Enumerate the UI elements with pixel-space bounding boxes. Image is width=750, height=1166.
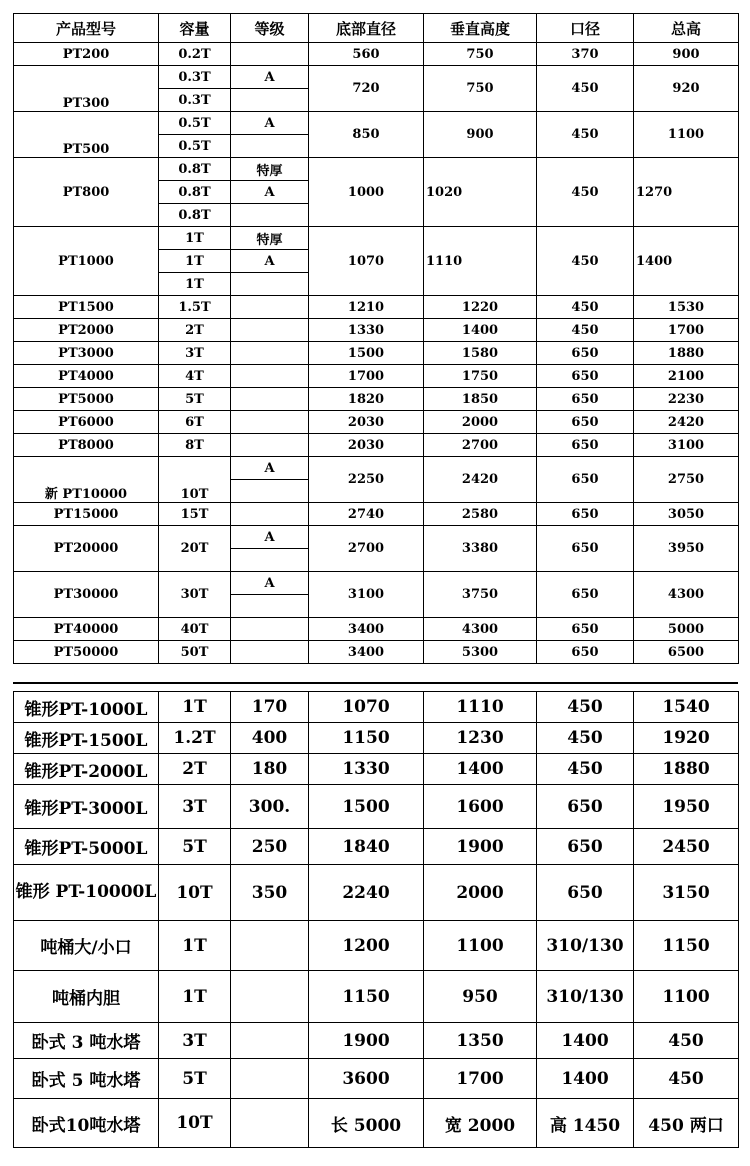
diameter-cell: 3600 [309, 1059, 424, 1099]
height-cell: 1750 [424, 365, 537, 388]
diameter-cell: 1500 [309, 785, 424, 829]
height-cell: 1350 [424, 1023, 537, 1059]
mouth-cell: 450 [537, 319, 634, 342]
capacity-cell: 2T [159, 754, 231, 785]
total-height-cell: 2750 [634, 457, 739, 503]
total-height-cell: 6500 [634, 641, 739, 664]
diameter-cell: 1150 [309, 971, 424, 1023]
height-cell: 1110 [424, 692, 537, 723]
height-cell: 1900 [424, 829, 537, 865]
header-cell: 底部直径 [309, 14, 424, 43]
total-height-cell: 2420 [634, 411, 739, 434]
capacity-cell: 40T [159, 618, 231, 641]
capacity-cell: 5T [159, 829, 231, 865]
diameter-cell: 2030 [309, 434, 424, 457]
total-height-cell: 2100 [634, 365, 739, 388]
table-header-row [14, 14, 739, 43]
grade-cell [231, 135, 309, 158]
height-cell: 1220 [424, 296, 537, 319]
total-height-cell: 450 两口 [634, 1099, 739, 1148]
height-cell: 1400 [424, 754, 537, 785]
capacity-cell: 3T [159, 785, 231, 829]
capacity-cell: 0.8T [159, 181, 231, 204]
height-cell: 2580 [424, 503, 537, 526]
mouth-cell: 650 [537, 411, 634, 434]
table-row [14, 572, 739, 595]
mouth-cell: 650 [537, 526, 634, 572]
grade-cell: A [231, 250, 309, 273]
height-cell: 2000 [424, 411, 537, 434]
capacity-cell: 1T [159, 971, 231, 1023]
diameter-cell: 1070 [309, 227, 424, 296]
mouth-cell: 450 [537, 112, 634, 158]
model-cell: 新 PT10000 [14, 457, 159, 503]
capacity-cell: 3T [159, 342, 231, 365]
model-cell: PT200 [14, 43, 159, 66]
model-cell: 卧式 3 吨水塔 [14, 1023, 159, 1059]
height-cell: 1020 [424, 158, 537, 227]
model-cell: 吨桶大/小口 [14, 921, 159, 971]
model-cell: PT1500 [14, 296, 159, 319]
model-cell: PT2000 [14, 319, 159, 342]
table-separator [13, 682, 738, 684]
table-row [14, 434, 739, 457]
diameter-cell: 长 5000 [309, 1099, 424, 1148]
model-cell: PT6000 [14, 411, 159, 434]
total-height-cell: 1950 [634, 785, 739, 829]
model-cell: PT30000 [14, 572, 159, 618]
model-cell: 锥形 PT-10000L [14, 865, 159, 921]
total-height-cell: 3050 [634, 503, 739, 526]
capacity-cell: 6T [159, 411, 231, 434]
diameter-cell: 2030 [309, 411, 424, 434]
height-cell: 1110 [424, 227, 537, 296]
diameter-cell: 3400 [309, 641, 424, 664]
model-cell: PT4000 [14, 365, 159, 388]
table-row [14, 1059, 739, 1099]
model-cell: 锥形PT-1500L [14, 723, 159, 754]
diameter-cell: 1150 [309, 723, 424, 754]
table-row [14, 66, 739, 89]
table-row [14, 319, 739, 342]
height-cell: 3380 [424, 526, 537, 572]
model-cell: PT1000 [14, 227, 159, 296]
table-row [14, 1099, 739, 1148]
height-cell: 2700 [424, 434, 537, 457]
diameter-cell: 560 [309, 43, 424, 66]
grade-cell: 300. [231, 785, 309, 829]
mouth-cell: 高 1450 [537, 1099, 634, 1148]
table-row [14, 785, 739, 829]
table-row [14, 158, 739, 181]
mouth-cell: 310/130 [537, 921, 634, 971]
grade-cell: 特厚 [231, 227, 309, 250]
total-height-cell: 450 [634, 1023, 739, 1059]
model-cell: 锥形PT-2000L [14, 754, 159, 785]
grade-cell [231, 319, 309, 342]
spec-table-special [13, 691, 739, 1148]
total-height-cell: 1150 [634, 921, 739, 971]
diameter-cell: 2700 [309, 526, 424, 572]
table-row [14, 411, 739, 434]
height-cell: 1230 [424, 723, 537, 754]
capacity-cell: 10T [159, 457, 231, 503]
grade-cell [231, 921, 309, 971]
mouth-cell: 650 [537, 365, 634, 388]
capacity-cell: 0.5T [159, 135, 231, 158]
height-cell: 1580 [424, 342, 537, 365]
diameter-cell: 3100 [309, 572, 424, 618]
capacity-cell: 1.5T [159, 296, 231, 319]
table-row [14, 641, 739, 664]
model-cell: PT8000 [14, 434, 159, 457]
capacity-cell: 1T [159, 227, 231, 250]
height-cell: 2420 [424, 457, 537, 503]
model-cell: 卧式 5 吨水塔 [14, 1059, 159, 1099]
diameter-cell: 2740 [309, 503, 424, 526]
grade-cell [231, 43, 309, 66]
diameter-cell: 2250 [309, 457, 424, 503]
grade-cell: 400 [231, 723, 309, 754]
table-row [14, 754, 739, 785]
grade-cell [231, 434, 309, 457]
total-height-cell: 3150 [634, 865, 739, 921]
mouth-cell: 650 [537, 503, 634, 526]
grade-cell [231, 1099, 309, 1148]
total-height-cell: 1270 [634, 158, 739, 227]
mouth-cell: 450 [537, 227, 634, 296]
table-row [14, 618, 739, 641]
grade-cell [231, 388, 309, 411]
total-height-cell: 1540 [634, 692, 739, 723]
total-height-cell: 900 [634, 43, 739, 66]
capacity-cell: 2T [159, 319, 231, 342]
model-cell: 锥形PT-1000L [14, 692, 159, 723]
capacity-cell: 0.3T [159, 66, 231, 89]
model-cell: PT800 [14, 158, 159, 227]
grade-cell [231, 273, 309, 296]
capacity-cell: 1T [159, 692, 231, 723]
capacity-cell: 3T [159, 1023, 231, 1059]
total-height-cell: 2230 [634, 388, 739, 411]
mouth-cell: 370 [537, 43, 634, 66]
grade-cell [231, 595, 309, 618]
height-cell: 1400 [424, 319, 537, 342]
capacity-cell: 1T [159, 250, 231, 273]
model-cell: PT15000 [14, 503, 159, 526]
mouth-cell: 650 [537, 829, 634, 865]
model-cell: PT40000 [14, 618, 159, 641]
capacity-cell: 15T [159, 503, 231, 526]
mouth-cell: 650 [537, 388, 634, 411]
capacity-cell: 5T [159, 388, 231, 411]
grade-cell [231, 503, 309, 526]
mouth-cell: 1400 [537, 1023, 634, 1059]
height-cell: 900 [424, 112, 537, 158]
diameter-cell: 1200 [309, 921, 424, 971]
mouth-cell: 1400 [537, 1059, 634, 1099]
grade-cell [231, 618, 309, 641]
grade-cell [231, 1023, 309, 1059]
model-cell: 吨桶内胆 [14, 971, 159, 1023]
grade-cell: 特厚 [231, 158, 309, 181]
grade-cell [231, 296, 309, 319]
spec-table-upright [13, 13, 739, 664]
diameter-cell: 1500 [309, 342, 424, 365]
grade-cell [231, 365, 309, 388]
height-cell: 4300 [424, 618, 537, 641]
header-cell: 垂直高度 [424, 14, 537, 43]
height-cell: 750 [424, 43, 537, 66]
height-cell: 1850 [424, 388, 537, 411]
grade-cell: 350 [231, 865, 309, 921]
table-row [14, 296, 739, 319]
height-cell: 5300 [424, 641, 537, 664]
grade-cell: A [231, 112, 309, 135]
diameter-cell: 1900 [309, 1023, 424, 1059]
mouth-cell: 450 [537, 723, 634, 754]
height-cell: 2000 [424, 865, 537, 921]
mouth-cell: 650 [537, 618, 634, 641]
grade-cell: A [231, 66, 309, 89]
height-cell: 750 [424, 66, 537, 112]
header-cell: 总高 [634, 14, 739, 43]
capacity-cell: 10T [159, 1099, 231, 1148]
total-height-cell: 1700 [634, 319, 739, 342]
capacity-cell: 50T [159, 641, 231, 664]
mouth-cell: 450 [537, 158, 634, 227]
mouth-cell: 650 [537, 785, 634, 829]
mouth-cell: 650 [537, 641, 634, 664]
table-row [14, 388, 739, 411]
total-height-cell: 2450 [634, 829, 739, 865]
grade-cell: 180 [231, 754, 309, 785]
grade-cell: 250 [231, 829, 309, 865]
capacity-cell: 0.2T [159, 43, 231, 66]
grade-cell [231, 89, 309, 112]
header-cell: 容量 [159, 14, 231, 43]
grade-cell [231, 641, 309, 664]
capacity-cell: 30T [159, 572, 231, 618]
diameter-cell: 1070 [309, 692, 424, 723]
table-row [14, 43, 739, 66]
grade-cell: A [231, 181, 309, 204]
capacity-cell: 1.2T [159, 723, 231, 754]
grade-cell [231, 480, 309, 503]
mouth-cell: 310/130 [537, 971, 634, 1023]
capacity-cell: 10T [159, 865, 231, 921]
header-cell: 等级 [231, 14, 309, 43]
total-height-cell: 1880 [634, 342, 739, 365]
table-row [14, 457, 739, 480]
mouth-cell: 650 [537, 865, 634, 921]
grade-cell: A [231, 572, 309, 595]
mouth-cell: 450 [537, 66, 634, 112]
mouth-cell: 650 [537, 572, 634, 618]
capacity-cell: 5T [159, 1059, 231, 1099]
height-cell: 1600 [424, 785, 537, 829]
height-cell: 1100 [424, 921, 537, 971]
table-row [14, 865, 739, 921]
capacity-cell: 8T [159, 434, 231, 457]
table-row [14, 503, 739, 526]
mouth-cell: 650 [537, 457, 634, 503]
header-cell: 口径 [537, 14, 634, 43]
capacity-cell: 1T [159, 273, 231, 296]
table-row [14, 365, 739, 388]
grade-cell: A [231, 457, 309, 480]
height-cell: 1700 [424, 1059, 537, 1099]
grade-cell: A [231, 526, 309, 549]
diameter-cell: 1820 [309, 388, 424, 411]
total-height-cell: 1920 [634, 723, 739, 754]
total-height-cell: 1100 [634, 971, 739, 1023]
height-cell: 宽 2000 [424, 1099, 537, 1148]
diameter-cell: 1700 [309, 365, 424, 388]
total-height-cell: 5000 [634, 618, 739, 641]
total-height-cell: 1400 [634, 227, 739, 296]
height-cell: 3750 [424, 572, 537, 618]
capacity-cell: 0.5T [159, 112, 231, 135]
total-height-cell: 4300 [634, 572, 739, 618]
grade-cell [231, 411, 309, 434]
total-height-cell: 1530 [634, 296, 739, 319]
table-row [14, 112, 739, 135]
grade-cell: 170 [231, 692, 309, 723]
diameter-cell: 3400 [309, 618, 424, 641]
table-row [14, 692, 739, 723]
mouth-cell: 450 [537, 692, 634, 723]
table-row [14, 921, 739, 971]
capacity-cell: 4T [159, 365, 231, 388]
total-height-cell: 920 [634, 66, 739, 112]
table-row [14, 829, 739, 865]
diameter-cell: 1840 [309, 829, 424, 865]
total-height-cell: 1880 [634, 754, 739, 785]
model-cell: PT50000 [14, 641, 159, 664]
table-row [14, 1023, 739, 1059]
diameter-cell: 1210 [309, 296, 424, 319]
model-cell: PT20000 [14, 526, 159, 572]
table-row [14, 342, 739, 365]
diameter-cell: 2240 [309, 865, 424, 921]
grade-cell [231, 342, 309, 365]
model-cell: PT500 [14, 112, 159, 158]
total-height-cell: 3100 [634, 434, 739, 457]
grade-cell [231, 204, 309, 227]
total-height-cell: 1100 [634, 112, 739, 158]
grade-cell [231, 549, 309, 572]
diameter-cell: 1000 [309, 158, 424, 227]
grade-cell [231, 971, 309, 1023]
diameter-cell: 720 [309, 66, 424, 112]
total-height-cell: 3950 [634, 526, 739, 572]
table-row [14, 227, 739, 250]
mouth-cell: 450 [537, 296, 634, 319]
capacity-cell: 0.8T [159, 158, 231, 181]
capacity-cell: 0.8T [159, 204, 231, 227]
capacity-cell: 20T [159, 526, 231, 572]
mouth-cell: 450 [537, 754, 634, 785]
height-cell: 950 [424, 971, 537, 1023]
model-cell: PT3000 [14, 342, 159, 365]
model-cell: 卧式10吨水塔 [14, 1099, 159, 1148]
model-cell: 锥形PT-3000L [14, 785, 159, 829]
model-cell: PT300 [14, 66, 159, 112]
model-cell: PT5000 [14, 388, 159, 411]
grade-cell [231, 1059, 309, 1099]
diameter-cell: 1330 [309, 319, 424, 342]
table-row [14, 971, 739, 1023]
table-row [14, 723, 739, 754]
header-cell: 产品型号 [14, 14, 159, 43]
diameter-cell: 1330 [309, 754, 424, 785]
mouth-cell: 650 [537, 434, 634, 457]
mouth-cell: 650 [537, 342, 634, 365]
capacity-cell: 0.3T [159, 89, 231, 112]
model-cell: 锥形PT-5000L [14, 829, 159, 865]
total-height-cell: 450 [634, 1059, 739, 1099]
capacity-cell: 1T [159, 921, 231, 971]
diameter-cell: 850 [309, 112, 424, 158]
table-row [14, 526, 739, 549]
